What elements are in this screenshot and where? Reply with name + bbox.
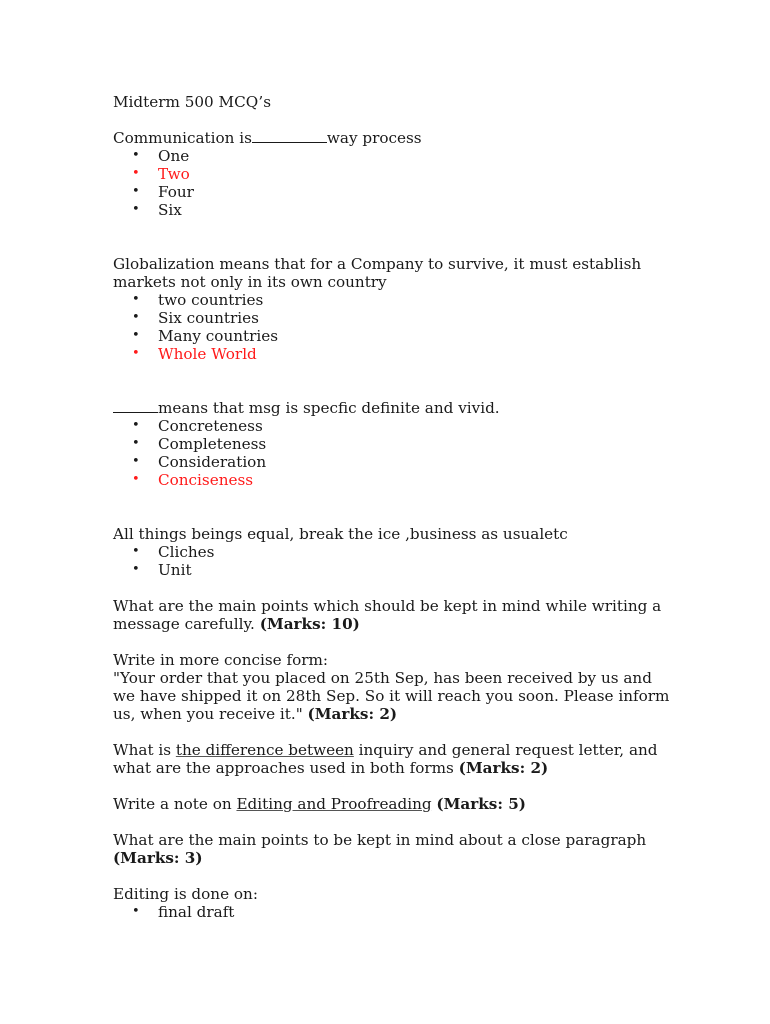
question-text: Write a note on bbox=[113, 795, 237, 813]
bullet-icon: • bbox=[132, 184, 140, 199]
option-item bbox=[113, 417, 673, 435]
bullet-icon: • bbox=[132, 166, 140, 181]
bullet-icon: • bbox=[132, 328, 140, 343]
option-item bbox=[113, 147, 673, 165]
option-label: Four bbox=[158, 183, 194, 201]
bullet-icon: • bbox=[132, 472, 140, 487]
option-label: two countries bbox=[158, 291, 264, 309]
option-item bbox=[113, 435, 673, 453]
bullet-icon: • bbox=[132, 436, 140, 451]
bullet-icon: • bbox=[132, 202, 140, 217]
spacer bbox=[113, 633, 673, 651]
marks-label: (Marks: 2) bbox=[307, 705, 398, 723]
option-item bbox=[113, 309, 673, 327]
spacer bbox=[113, 777, 673, 795]
bullet-icon: • bbox=[132, 418, 140, 433]
option-item bbox=[113, 183, 673, 201]
bullet-icon: • bbox=[132, 454, 140, 469]
option-item bbox=[113, 291, 673, 309]
option-label: One bbox=[158, 147, 190, 165]
bullet-icon: • bbox=[132, 904, 140, 919]
spacer bbox=[113, 219, 673, 255]
option-item bbox=[113, 453, 673, 471]
option-label: Unit bbox=[158, 561, 192, 579]
option-list bbox=[113, 903, 673, 921]
option-label: Whole World bbox=[158, 345, 257, 363]
marks-label: (Marks: 3) bbox=[113, 849, 203, 867]
bullet-icon: • bbox=[132, 292, 140, 307]
option-list bbox=[113, 147, 673, 219]
option-list bbox=[113, 543, 673, 579]
underlined-text: the difference between bbox=[175, 741, 354, 759]
option-item bbox=[113, 327, 673, 345]
question-text: What is bbox=[113, 741, 176, 759]
option-label: Six bbox=[158, 201, 182, 219]
option-item bbox=[113, 561, 673, 579]
option-label: Conciseness bbox=[158, 471, 254, 489]
marks-label: (Marks: 10) bbox=[259, 615, 360, 633]
question-close-paragraph bbox=[113, 831, 673, 867]
question-text: means that msg is specfic definite and vivid. bbox=[158, 399, 500, 417]
bullet-icon: • bbox=[132, 310, 140, 325]
spacer bbox=[113, 489, 673, 525]
fill-in-blank bbox=[113, 399, 158, 413]
question-concise-form bbox=[113, 651, 673, 723]
spacer bbox=[113, 867, 673, 885]
marks-label: (Marks: 5) bbox=[436, 795, 526, 813]
option-item-correct bbox=[113, 165, 673, 183]
option-list bbox=[113, 291, 673, 363]
question-text: "Your order that you placed on 25th Sep, has been received by us and we have shipped it on 28th Sep. So it will reach you soon. Please inform us, when you receive it." bbox=[113, 669, 670, 723]
bullet-icon: • bbox=[132, 562, 140, 577]
question-editing-note bbox=[113, 795, 673, 813]
option-label: Concreteness bbox=[158, 417, 263, 435]
spacer bbox=[113, 579, 673, 597]
option-label: Completeness bbox=[158, 435, 267, 453]
question-globalization: Globalization means that for a Company to survive, it must establish markets not only in its own country bbox=[113, 255, 642, 291]
question-communication bbox=[113, 129, 673, 147]
option-item bbox=[113, 201, 673, 219]
document-page bbox=[113, 93, 673, 921]
question-main-points bbox=[113, 597, 673, 633]
option-item-correct bbox=[113, 345, 673, 363]
option-label: Consideration bbox=[158, 453, 267, 471]
underlined-text: Editing and Proofreading bbox=[236, 795, 432, 813]
bullet-icon: • bbox=[132, 148, 140, 163]
question-text: What are the main points to be kept in mind about a close paragraph bbox=[113, 831, 647, 849]
option-label: Many countries bbox=[158, 327, 279, 345]
question-text-after: way process bbox=[326, 129, 422, 147]
spacer bbox=[113, 363, 673, 399]
document-title: Midterm 500 MCQ’s bbox=[113, 93, 272, 111]
question-editing-done-on: Editing is done on: bbox=[113, 885, 258, 903]
marks-label: (Marks: 2) bbox=[458, 759, 549, 777]
option-item bbox=[113, 903, 673, 921]
option-label: Six countries bbox=[158, 309, 259, 327]
spacer bbox=[113, 813, 673, 831]
option-list bbox=[113, 417, 673, 489]
question-text: Communication is bbox=[113, 129, 252, 147]
question-text-after: inquiry and general request letter, and what are the approaches used in both forms bbox=[113, 741, 658, 777]
option-label: Two bbox=[158, 165, 190, 183]
spacer bbox=[113, 723, 673, 741]
bullet-icon: • bbox=[132, 544, 140, 559]
question-text: What are the main points which should be kept in mind while writing a message carefully. bbox=[113, 597, 662, 633]
option-label: Cliches bbox=[158, 543, 215, 561]
option-label: final draft bbox=[158, 903, 235, 921]
question-cliches: All things beings equal, break the ice ,business as usualetc bbox=[113, 525, 568, 543]
question-concreteness bbox=[113, 399, 673, 417]
bullet-icon: • bbox=[132, 346, 140, 361]
option-item bbox=[113, 543, 673, 561]
option-item-correct bbox=[113, 471, 673, 489]
question-intro: Write in more concise form: bbox=[113, 651, 328, 669]
fill-in-blank bbox=[252, 129, 327, 143]
question-inquiry-letter bbox=[113, 741, 673, 777]
